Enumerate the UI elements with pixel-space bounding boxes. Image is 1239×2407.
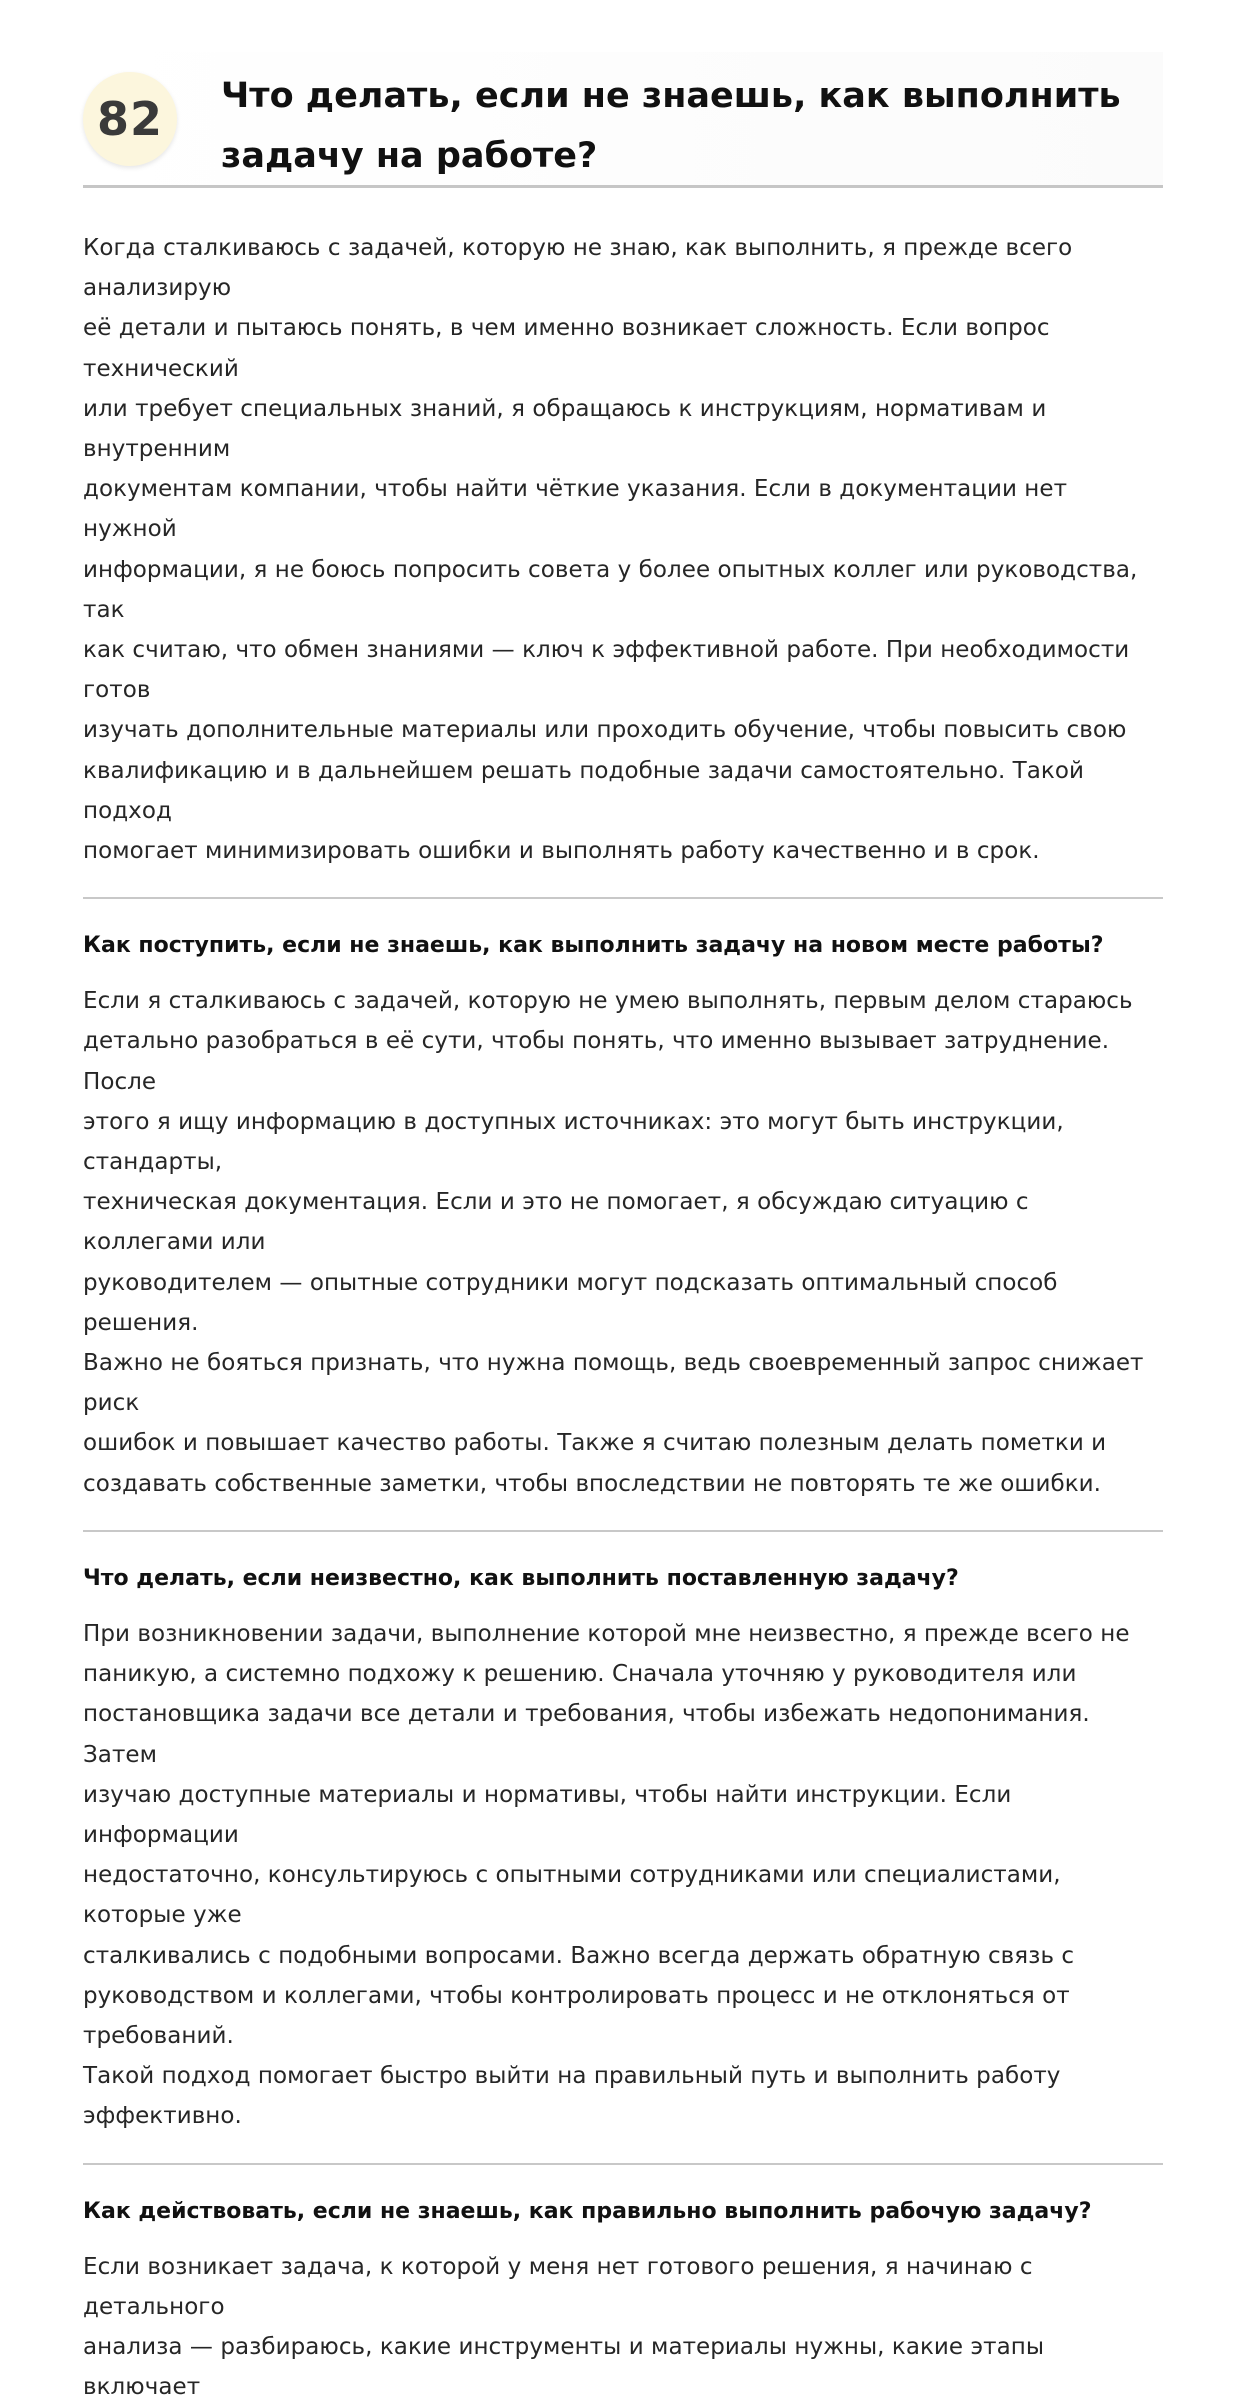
question-number-badge: 82 — [83, 72, 177, 166]
text-line: постановщика задачи все детали и требования, чтобы избежать недопонимания. Затем — [83, 1701, 1090, 1768]
qa-section-1 — [83, 929, 1163, 1504]
text-line: документам компании, чтобы найти чёткие указания. Если в документации нет нужной — [83, 476, 1068, 543]
text-line: этого я ищу информацию в доступных источниках: это могут быть инструкции, стандарты, — [83, 1108, 1064, 1176]
text-line: анализа — разбираюсь, какие инструменты и материалы нужны, какие этапы включает — [83, 2333, 1045, 2401]
text-line: Важно не бояться признать, что нужна помощь, ведь своевременный запрос снижает риск — [83, 1350, 1144, 1417]
text-line: квалификацию и в дальнейшем решать подобные задачи самостоятельно. Такой подход — [83, 757, 1084, 824]
text-line: создавать собственные заметки, чтобы впоследствии не повторять те же ошибки. — [83, 1470, 1102, 1497]
text-line: паникую, а системно подхожу к решению. Сначала уточняю у руководителя или — [83, 1661, 1077, 1688]
text-line: Такой подход помогает быстро выйти на правильный путь и выполнить работу эффективно. — [83, 2063, 1061, 2130]
text-line: детально разобраться в её сути, чтобы понять, что именно вызывает затруднение. После — [83, 1028, 1110, 1095]
qa-section-2 — [83, 1562, 1163, 2137]
text-line: или требует специальных знаний, я обращаюсь к инструкциям, нормативам и внутренним — [83, 395, 1047, 463]
text-line: изучать дополнительные материалы или проходить обучение, чтобы повысить свою — [83, 717, 1127, 744]
text-line: Если я сталкиваюсь с задачей, которую не умею выполнять, первым делом стараюсь — [83, 988, 1133, 1015]
text-line: При возникновении задачи, выполнение которой мне неизвестно, я прежде всего не — [83, 1620, 1130, 1647]
answer-paragraph — [83, 2247, 1163, 2407]
question-heading: Как поступить, если не знаешь, как выполнить задачу на новом месте работы? — [83, 933, 1104, 959]
text-line: ошибок и повышает качество работы. Также я считаю полезным делать пометки и — [83, 1430, 1107, 1457]
text-line: недостаточно, консультируюсь с опытными сотрудниками или специалистами, которые уже — [83, 1862, 1061, 1929]
text-line: Если возникает задача, к которой у меня нет готового решения, я начинаю с детального — [83, 2253, 1033, 2320]
text-line: Когда сталкиваюсь с задачей, которую не знаю, как выполнить, я прежде всего анализирую — [83, 235, 1073, 302]
text-line: как считаю, что обмен знаниями — ключ к эффективной работе. При необходимости готов — [83, 637, 1130, 704]
answer-paragraph — [83, 1614, 1163, 2137]
intro-paragraph — [83, 228, 1163, 871]
text-line: информации, я не боюсь попросить совета у более опытных коллег или руководства, так — [83, 556, 1138, 623]
text-line: техническая документация. Если и это не помогает, я обсуждаю ситуацию с коллегами или — [83, 1189, 1029, 1256]
text-line: руководителем — опытные сотрудники могут подсказать оптимальный способ решения. — [83, 1269, 1058, 1336]
intro-section — [83, 228, 1163, 871]
question-heading: Что делать, если неизвестно, как выполнить поставленную задачу? — [83, 1565, 959, 1591]
text-line: сталкивались с подобными вопросами. Важно всегда держать обратную связь с — [83, 1942, 1075, 1969]
text-line: руководством и коллегами, чтобы контролировать процесс и не отклоняться от требований. — [83, 1982, 1070, 2049]
section-divider — [83, 897, 1163, 899]
document-page — [83, 52, 1163, 2407]
qa-section-3 — [83, 2195, 1163, 2407]
section-divider — [83, 2163, 1163, 2165]
question-heading: Как действовать, если не знаешь, как правильно выполнить рабочую задачу? — [83, 2198, 1092, 2224]
answer-paragraph — [83, 981, 1163, 1504]
section-divider — [83, 1530, 1163, 1532]
page-title: Что делать, если не знаешь, как выполнить задачу на работе? — [221, 76, 1121, 176]
text-line: помогает минимизировать ошибки и выполнять работу качественно и в срок. — [83, 838, 1040, 865]
text-line: её детали и пытаюсь понять, в чем именно возникает сложность. Если вопрос технический — [83, 315, 1050, 382]
page-header — [83, 52, 1163, 188]
text-line: изучаю доступные материалы и нормативы, чтобы найти инструкции. Если информации — [83, 1781, 1012, 1848]
